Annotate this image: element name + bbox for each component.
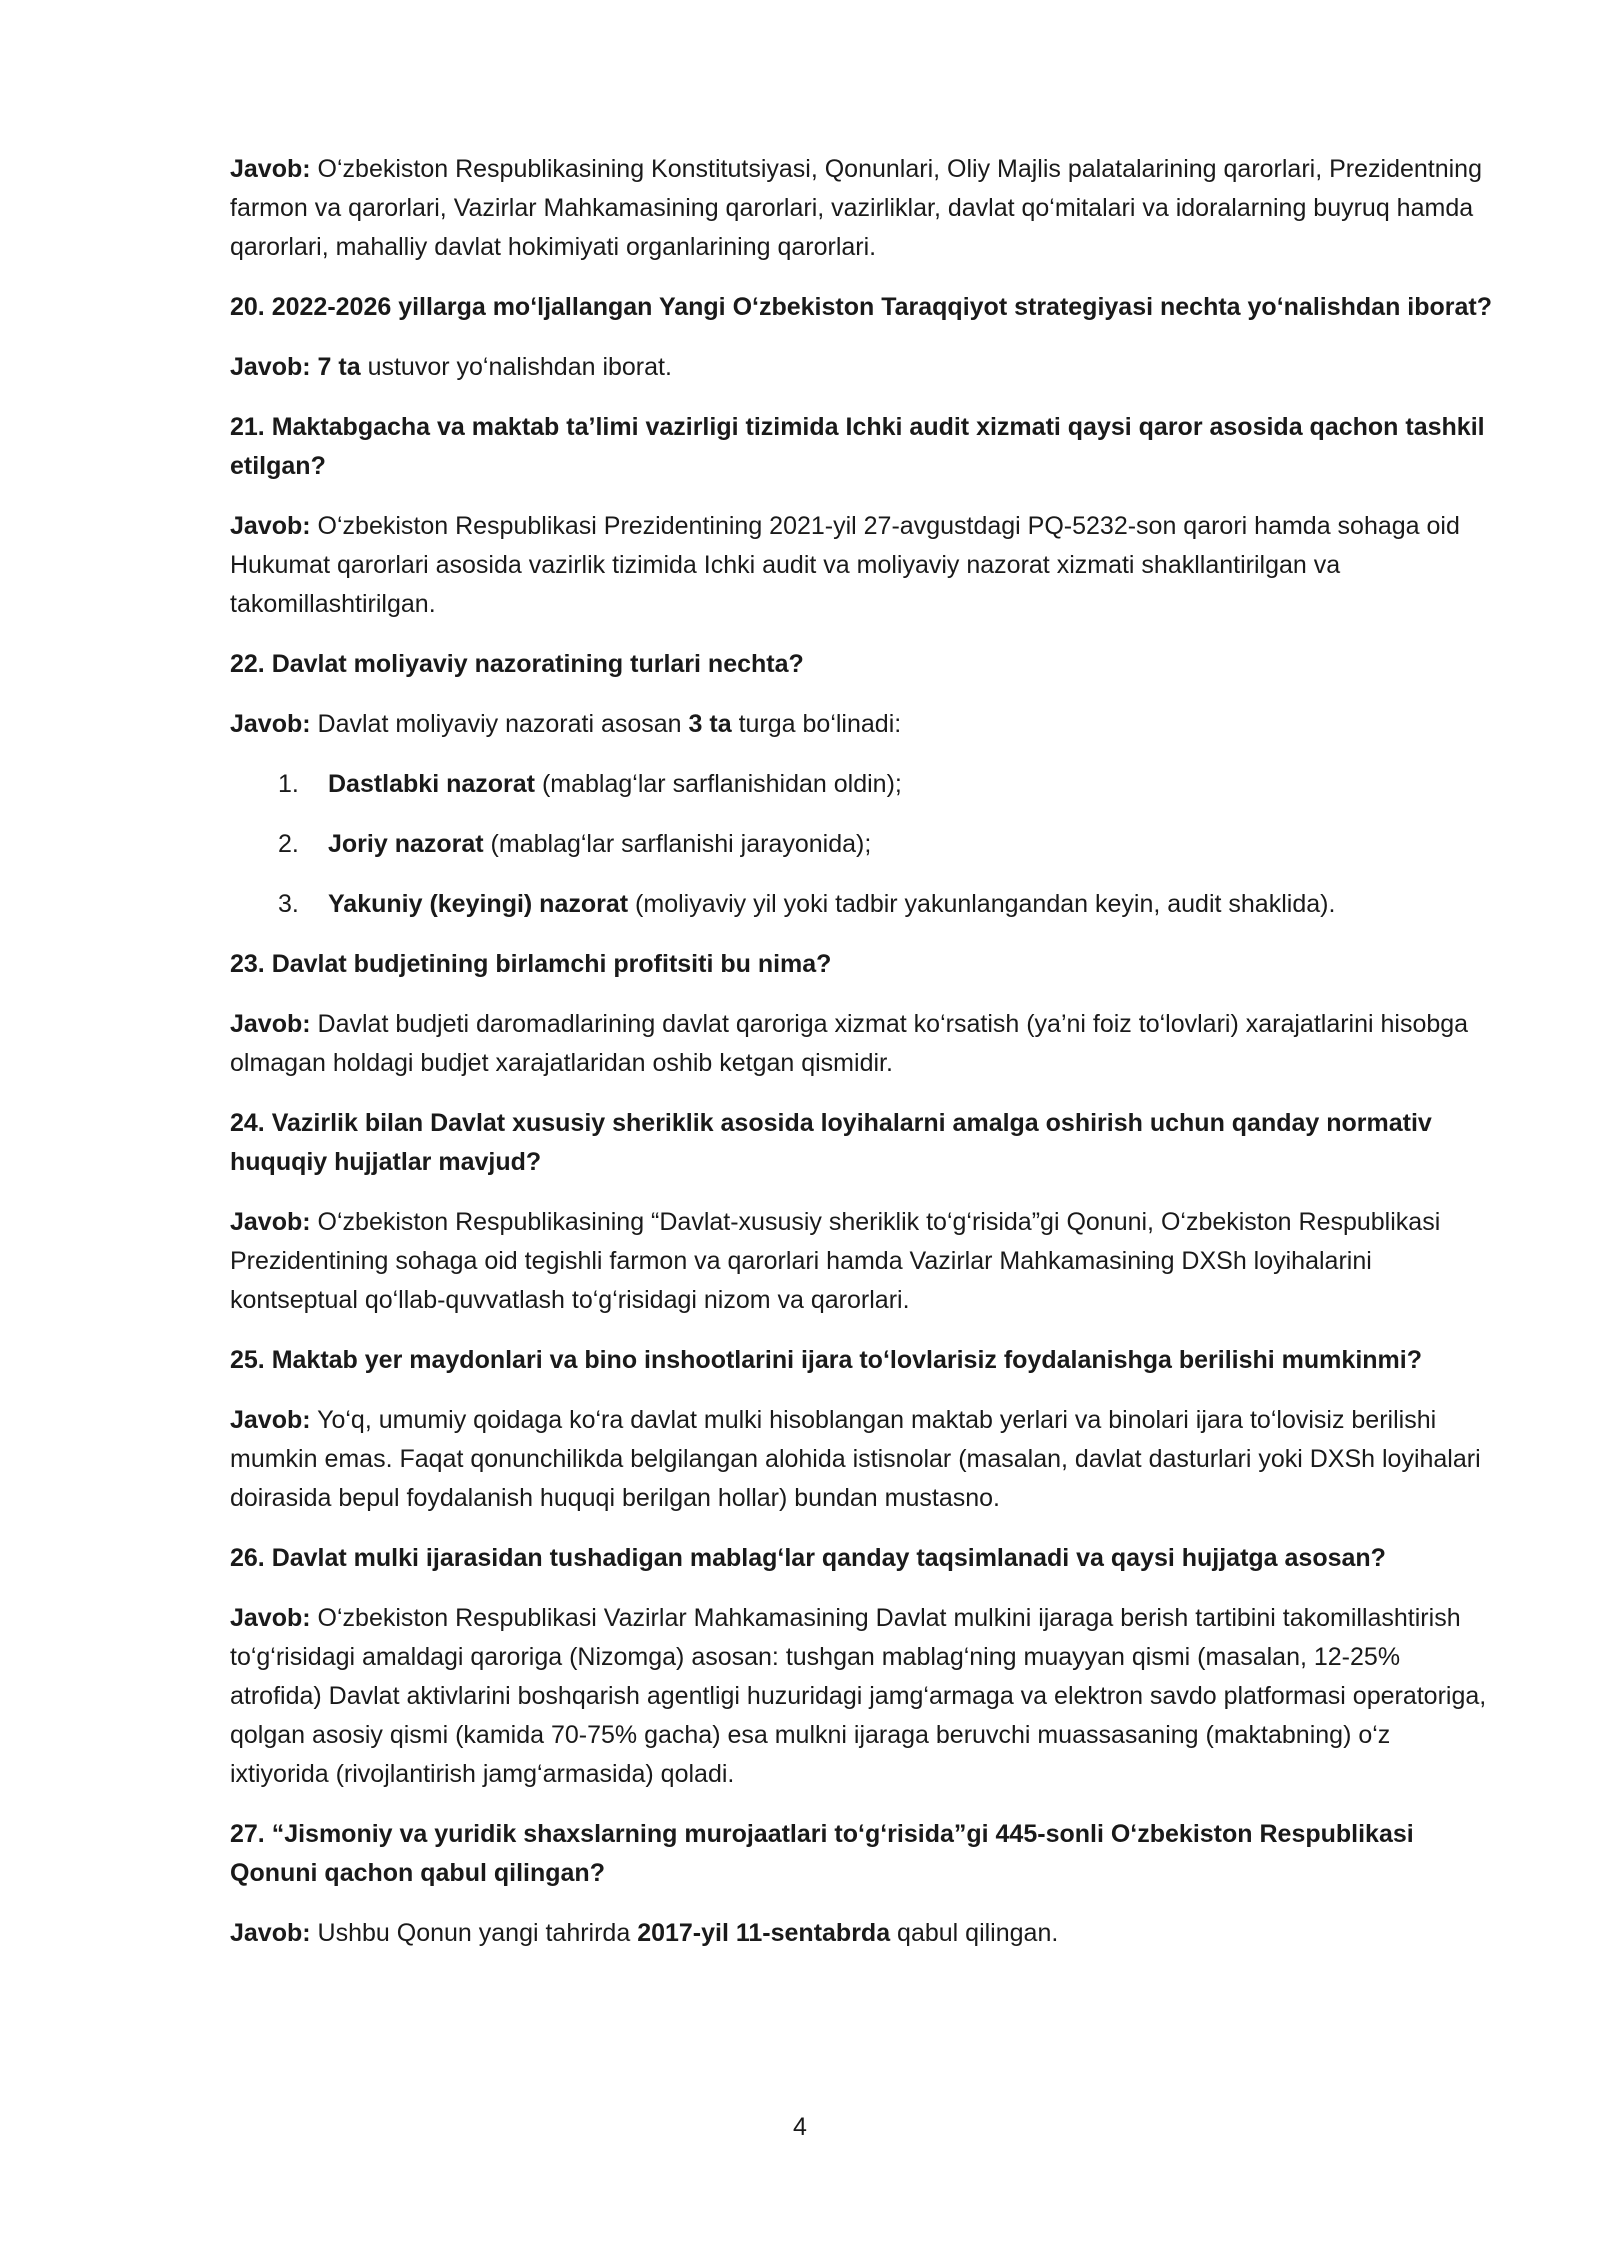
answer-20 <box>230 348 1492 387</box>
answer-text: Yo‘q, umumiy qoidaga ko‘ra davlat mulki hisoblangan maktab yerlari va binolari ijara to‘lovisiz berilishi mumkin emas. Faqat qonunchilikda belgilangan alohida istisnolar (masalan, davlat dasturlari yoki DXSh loyihalari doirasida bepul foydalanish huquqi berilgan hollar) bundan mustasno. <box>230 1406 1481 1512</box>
list-item-bold: Dastlabki nazorat <box>328 770 536 798</box>
question-22: 22. Davlat moliyaviy nazoratining turlari nechta? <box>230 650 804 678</box>
list-item <box>230 885 1492 924</box>
list-item-bold: Joriy nazorat <box>328 830 484 858</box>
answer-21 <box>230 507 1492 624</box>
list-item-text <box>328 885 1335 924</box>
list-item-rest: (mablag‘lar sarflanishi jarayonida); <box>483 830 872 858</box>
answer-22 <box>230 705 1492 744</box>
answer-text: Ushbu Qonun yangi tahrirda <box>310 1919 638 1947</box>
answer-text: turga bo‘linadi: <box>731 710 902 738</box>
list-item-number: 2. <box>278 830 299 858</box>
answer-26 <box>230 1599 1492 1794</box>
answer-text: O‘zbekiston Respublikasi Vazirlar Mahkamasining Davlat mulkini ijaraga berish tartibini takomillashtirish to‘g‘risidagi amaldagi qaroriga (Nizomga) asosan: tushgan mablag‘ning muayyan qismi (masalan, 12-25% atrofida) Davlat aktivlarini boshqarish agentligi huzuridagi jamg‘armaga va elektron savdo platformasi operatoriga, qolgan asosiy qismi (kamida 70-75% gacha) esa mulkni ijaraga beruvchi muassasaning (maktabning) o‘z ixtiyorida (rivojlantirish jamg‘armasida) qoladi. <box>230 1604 1487 1788</box>
answer-text: ustuvor yo‘nalishdan iborat. <box>360 353 672 381</box>
question-23: 23. Davlat budjetining birlamchi profitsiti bu nima? <box>230 950 832 978</box>
answer-label: Javob: <box>230 1919 311 1947</box>
list-item-bold: Yakuniy (keyingi) nazorat <box>328 890 629 918</box>
answer-label: Javob: <box>230 1604 311 1632</box>
answer-text: O‘zbekiston Respublikasining Konstitutsiyasi, Qonunlari, Oliy Majlis palatalarining qarorlari, Prezidentning farmon va qarorlari, Vazirlar Mahkamasining qarorlari, vazirliklar, davlat qo‘mitalari va idoralarning buyruq hamda qarorlari, mahalliy davlat hokimiyati organlarining qarorlari. <box>230 155 1482 261</box>
answer-23 <box>230 1005 1492 1083</box>
question-25: 25. Maktab yer maydonlari va bino inshootlarini ijara to‘lovlarisiz foydalanishga berilishi mumkinmi? <box>230 1346 1422 1374</box>
answer-bold: 7 ta <box>317 353 361 381</box>
answer-text: Davlat moliyaviy nazorati asosan <box>310 710 689 738</box>
answer-text: O‘zbekiston Respublikasining “Davlat-xususiy sheriklik to‘g‘risida”gi Qonuni, O‘zbekiston Respublikasi Prezidentining sohaga oid tegishli farmon va qarorlari hamda Vazirlar Mahkamasining DXSh loyihalarini kontseptual qo‘llab-quvvatlash to‘g‘risidagi nizom va qarorlari. <box>230 1208 1441 1314</box>
answer-bold: 2017-yil 11-sentabrda <box>637 1919 891 1947</box>
answer-27 <box>230 1914 1492 1953</box>
answer-label: Javob: <box>230 1406 311 1434</box>
question-24: 24. Vazirlik bilan Davlat xususiy sheriklik asosida loyihalarni amalga oshirish uchun qanday normativ huquqiy hujjatlar mavjud? <box>230 1109 1432 1176</box>
answer-label: Javob: <box>230 353 311 381</box>
answer-text: Davlat budjeti daromadlarining davlat qaroriga xizmat ko‘rsatish (ya’ni foiz to‘lovlari) xarajatlarini hisobga olmagan holdagi budjet xarajatlaridan oshib ketgan qismidir. <box>230 1010 1469 1077</box>
list-item-rest: (moliyaviy yil yoki tadbir yakunlangandan keyin, audit shaklida). <box>628 890 1336 918</box>
answer-label: Javob: <box>230 1010 311 1038</box>
answer-bold: 3 ta <box>688 710 732 738</box>
question-26: 26. Davlat mulki ijarasidan tushadigan mablag‘lar qanday taqsimlanadi va qaysi hujjatga asosan? <box>230 1544 1386 1572</box>
question-21: 21. Maktabgacha va maktab ta’limi vazirligi tizimida Ichki audit xizmati qaysi qaror asosida qachon tashkil etilgan? <box>230 413 1485 480</box>
answer-label: Javob: <box>230 710 311 738</box>
list-item-text <box>328 765 902 804</box>
answer-label: Javob: <box>230 1208 311 1236</box>
answer-19 <box>230 150 1492 267</box>
list-item-text <box>328 825 871 864</box>
list-item <box>230 765 1492 804</box>
question-27: 27. “Jismoniy va yuridik shaxslarning murojaatlari to‘g‘risida”gi 445-sonli O‘zbekiston Respublikasi Qonuni qachon qabul qilingan? <box>230 1820 1414 1887</box>
question-20: 20. 2022-2026 yillarga mo‘ljallangan Yangi O‘zbekiston Taraqqiyot strategiyasi nechta yo‘nalishdan iborat? <box>230 293 1492 321</box>
document-page <box>230 150 1492 1974</box>
answer-text: qabul qilingan. <box>890 1919 1059 1947</box>
list-item <box>230 825 1492 864</box>
page-number: 4 <box>793 2113 807 2141</box>
answer-25 <box>230 1401 1492 1518</box>
list-item-rest: (mablag‘lar sarflanishidan oldin); <box>535 770 902 798</box>
control-types-list <box>230 765 1492 924</box>
answer-label: Javob: <box>230 155 311 183</box>
list-item-number: 3. <box>278 890 299 918</box>
answer-text: O‘zbekiston Respublikasi Prezidentining 2021-yil 27-avgustdagi PQ-5232-son qarori hamda sohaga oid Hukumat qarorlari asosida vazirlik tizimida Ichki audit va moliyaviy nazorat xizmati shakllantirilgan va takomillashtirilgan. <box>230 512 1460 618</box>
list-item-number: 1. <box>278 770 299 798</box>
answer-24 <box>230 1203 1492 1320</box>
answer-label: Javob: <box>230 512 311 540</box>
